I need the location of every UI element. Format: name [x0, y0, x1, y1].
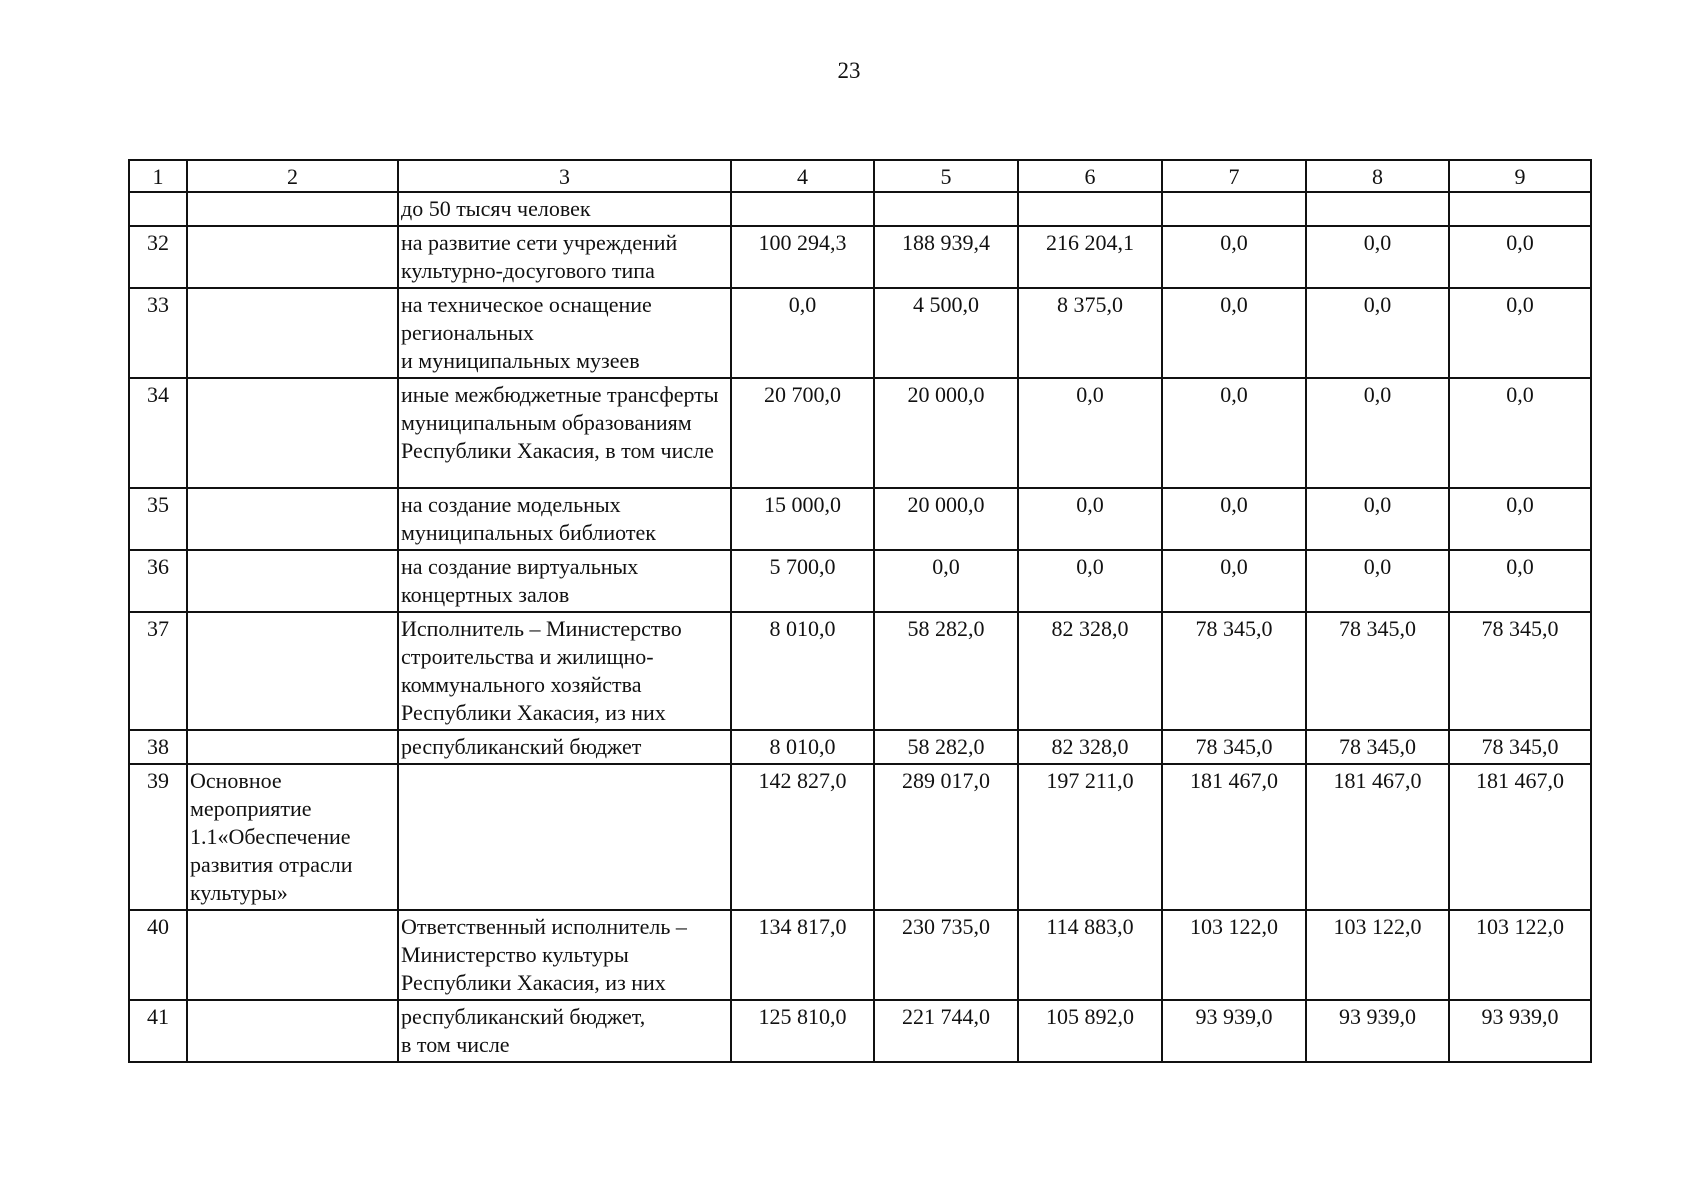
- value-col-8-cell: 0,0: [1306, 378, 1449, 488]
- row-number-cell: 32: [129, 226, 187, 288]
- header-cell-5: 5: [874, 160, 1018, 192]
- description-cell: Ответственный исполнитель – Министерство культуры Республики Хакасия, из них: [398, 910, 731, 1000]
- table-row: [129, 612, 1591, 730]
- activity-name-cell: [187, 730, 398, 764]
- header-cell-8: 8: [1306, 160, 1449, 192]
- value-col-9-cell: 0,0: [1449, 226, 1591, 288]
- value-col-7-cell: 0,0: [1162, 288, 1306, 378]
- value-col-8-cell: 0,0: [1306, 550, 1449, 612]
- value-col-8-cell: 78 345,0: [1306, 612, 1449, 730]
- row-number-cell: 35: [129, 488, 187, 550]
- value-col-8-cell: 103 122,0: [1306, 910, 1449, 1000]
- table-row: [129, 226, 1591, 288]
- description-cell: Исполнитель – Министерство строительства и жилищно-коммунального хозяйства Республики Хакасия, из них: [398, 612, 731, 730]
- value-col-5-cell: 289 017,0: [874, 764, 1018, 910]
- activity-name-cell: [187, 612, 398, 730]
- value-col-6-cell: 105 892,0: [1018, 1000, 1162, 1062]
- value-col-9-cell: 181 467,0: [1449, 764, 1591, 910]
- value-col-7-cell: 181 467,0: [1162, 764, 1306, 910]
- table-row: [129, 192, 1591, 226]
- value-col-6-cell: 0,0: [1018, 378, 1162, 488]
- value-col-9-cell: [1449, 192, 1591, 226]
- table-row: [129, 730, 1591, 764]
- table-row: [129, 764, 1591, 910]
- row-number-cell: 37: [129, 612, 187, 730]
- value-col-6-cell: 8 375,0: [1018, 288, 1162, 378]
- value-col-7-cell: 78 345,0: [1162, 730, 1306, 764]
- header-cell-4: 4: [731, 160, 874, 192]
- value-col-8-cell: 0,0: [1306, 288, 1449, 378]
- activity-name-cell: Основное мероприятие 1.1«Обеспечение развития отрасли культуры»: [187, 764, 398, 910]
- value-col-5-cell: 20 000,0: [874, 378, 1018, 488]
- value-col-4-cell: 20 700,0: [731, 378, 874, 488]
- value-col-8-cell: 78 345,0: [1306, 730, 1449, 764]
- description-cell: на техническое оснащение региональных и муниципальных музеев: [398, 288, 731, 378]
- description-cell: [398, 764, 731, 910]
- header-cell-9: 9: [1449, 160, 1591, 192]
- row-number-cell: 33: [129, 288, 187, 378]
- value-col-5-cell: [874, 192, 1018, 226]
- value-col-5-cell: 58 282,0: [874, 612, 1018, 730]
- value-col-9-cell: 103 122,0: [1449, 910, 1591, 1000]
- value-col-4-cell: 125 810,0: [731, 1000, 874, 1062]
- value-col-9-cell: 0,0: [1449, 378, 1591, 488]
- activity-name-cell: [187, 488, 398, 550]
- value-col-5-cell: 20 000,0: [874, 488, 1018, 550]
- table-row: [129, 910, 1591, 1000]
- activity-name-cell: [187, 226, 398, 288]
- value-col-7-cell: 103 122,0: [1162, 910, 1306, 1000]
- activity-name-cell: [187, 1000, 398, 1062]
- description-cell: республиканский бюджет: [398, 730, 731, 764]
- value-col-6-cell: 82 328,0: [1018, 612, 1162, 730]
- value-col-8-cell: 93 939,0: [1306, 1000, 1449, 1062]
- description-cell: до 50 тысяч человек: [398, 192, 731, 226]
- activity-name-cell: [187, 910, 398, 1000]
- table-row: [129, 550, 1591, 612]
- description-cell: на развитие сети учреждений культурно-досугового типа: [398, 226, 731, 288]
- activity-name-cell: [187, 288, 398, 378]
- value-col-8-cell: 0,0: [1306, 226, 1449, 288]
- value-col-7-cell: 78 345,0: [1162, 612, 1306, 730]
- table-header-row: [129, 160, 1591, 192]
- value-col-4-cell: 8 010,0: [731, 730, 874, 764]
- value-col-6-cell: 197 211,0: [1018, 764, 1162, 910]
- description-cell: на создание модельных муниципальных библиотек: [398, 488, 731, 550]
- value-col-5-cell: 230 735,0: [874, 910, 1018, 1000]
- description-cell: на создание виртуальных концертных залов: [398, 550, 731, 612]
- header-cell-3: 3: [398, 160, 731, 192]
- page-number: 23: [837, 58, 861, 83]
- value-col-4-cell: 8 010,0: [731, 612, 874, 730]
- value-col-8-cell: 181 467,0: [1306, 764, 1449, 910]
- row-number-cell: [129, 192, 187, 226]
- value-col-7-cell: 0,0: [1162, 226, 1306, 288]
- value-col-4-cell: 142 827,0: [731, 764, 874, 910]
- row-number-cell: 38: [129, 730, 187, 764]
- header-cell-6: 6: [1018, 160, 1162, 192]
- value-col-4-cell: 0,0: [731, 288, 874, 378]
- value-col-6-cell: 216 204,1: [1018, 226, 1162, 288]
- value-col-7-cell: 93 939,0: [1162, 1000, 1306, 1062]
- value-col-6-cell: 0,0: [1018, 550, 1162, 612]
- value-col-9-cell: 78 345,0: [1449, 612, 1591, 730]
- activity-name-cell: [187, 192, 398, 226]
- value-col-7-cell: 0,0: [1162, 550, 1306, 612]
- value-col-4-cell: 15 000,0: [731, 488, 874, 550]
- value-col-7-cell: 0,0: [1162, 378, 1306, 488]
- description-cell: иные межбюджетные трансферты муниципальным образованиям Республики Хакасия, в том числе: [398, 378, 731, 488]
- header-cell-1: 1: [129, 160, 187, 192]
- table-row: [129, 378, 1591, 488]
- table-row: [129, 1000, 1591, 1062]
- value-col-9-cell: 78 345,0: [1449, 730, 1591, 764]
- activity-name-cell: [187, 378, 398, 488]
- header-cell-7: 7: [1162, 160, 1306, 192]
- value-col-7-cell: 0,0: [1162, 488, 1306, 550]
- activity-name-cell: [187, 550, 398, 612]
- row-number-cell: 36: [129, 550, 187, 612]
- value-col-6-cell: 0,0: [1018, 488, 1162, 550]
- value-col-5-cell: 4 500,0: [874, 288, 1018, 378]
- description-cell: республиканский бюджет, в том числе: [398, 1000, 731, 1062]
- value-col-6-cell: [1018, 192, 1162, 226]
- value-col-5-cell: 221 744,0: [874, 1000, 1018, 1062]
- value-col-9-cell: 0,0: [1449, 550, 1591, 612]
- value-col-8-cell: [1306, 192, 1449, 226]
- value-col-4-cell: 100 294,3: [731, 226, 874, 288]
- value-col-4-cell: 5 700,0: [731, 550, 874, 612]
- value-col-8-cell: 0,0: [1306, 488, 1449, 550]
- value-col-5-cell: 0,0: [874, 550, 1018, 612]
- row-number-cell: 40: [129, 910, 187, 1000]
- value-col-7-cell: [1162, 192, 1306, 226]
- value-col-5-cell: 58 282,0: [874, 730, 1018, 764]
- row-number-cell: 34: [129, 378, 187, 488]
- value-col-6-cell: 82 328,0: [1018, 730, 1162, 764]
- row-number-cell: 41: [129, 1000, 187, 1062]
- value-col-9-cell: 0,0: [1449, 288, 1591, 378]
- value-col-6-cell: 114 883,0: [1018, 910, 1162, 1000]
- budget-table: [128, 159, 1592, 1063]
- value-col-4-cell: 134 817,0: [731, 910, 874, 1000]
- table-row: [129, 488, 1591, 550]
- value-col-9-cell: 93 939,0: [1449, 1000, 1591, 1062]
- header-cell-2: 2: [187, 160, 398, 192]
- table-row: [129, 288, 1591, 378]
- table-body: [129, 192, 1591, 1062]
- value-col-9-cell: 0,0: [1449, 488, 1591, 550]
- row-number-cell: 39: [129, 764, 187, 910]
- value-col-5-cell: 188 939,4: [874, 226, 1018, 288]
- value-col-4-cell: [731, 192, 874, 226]
